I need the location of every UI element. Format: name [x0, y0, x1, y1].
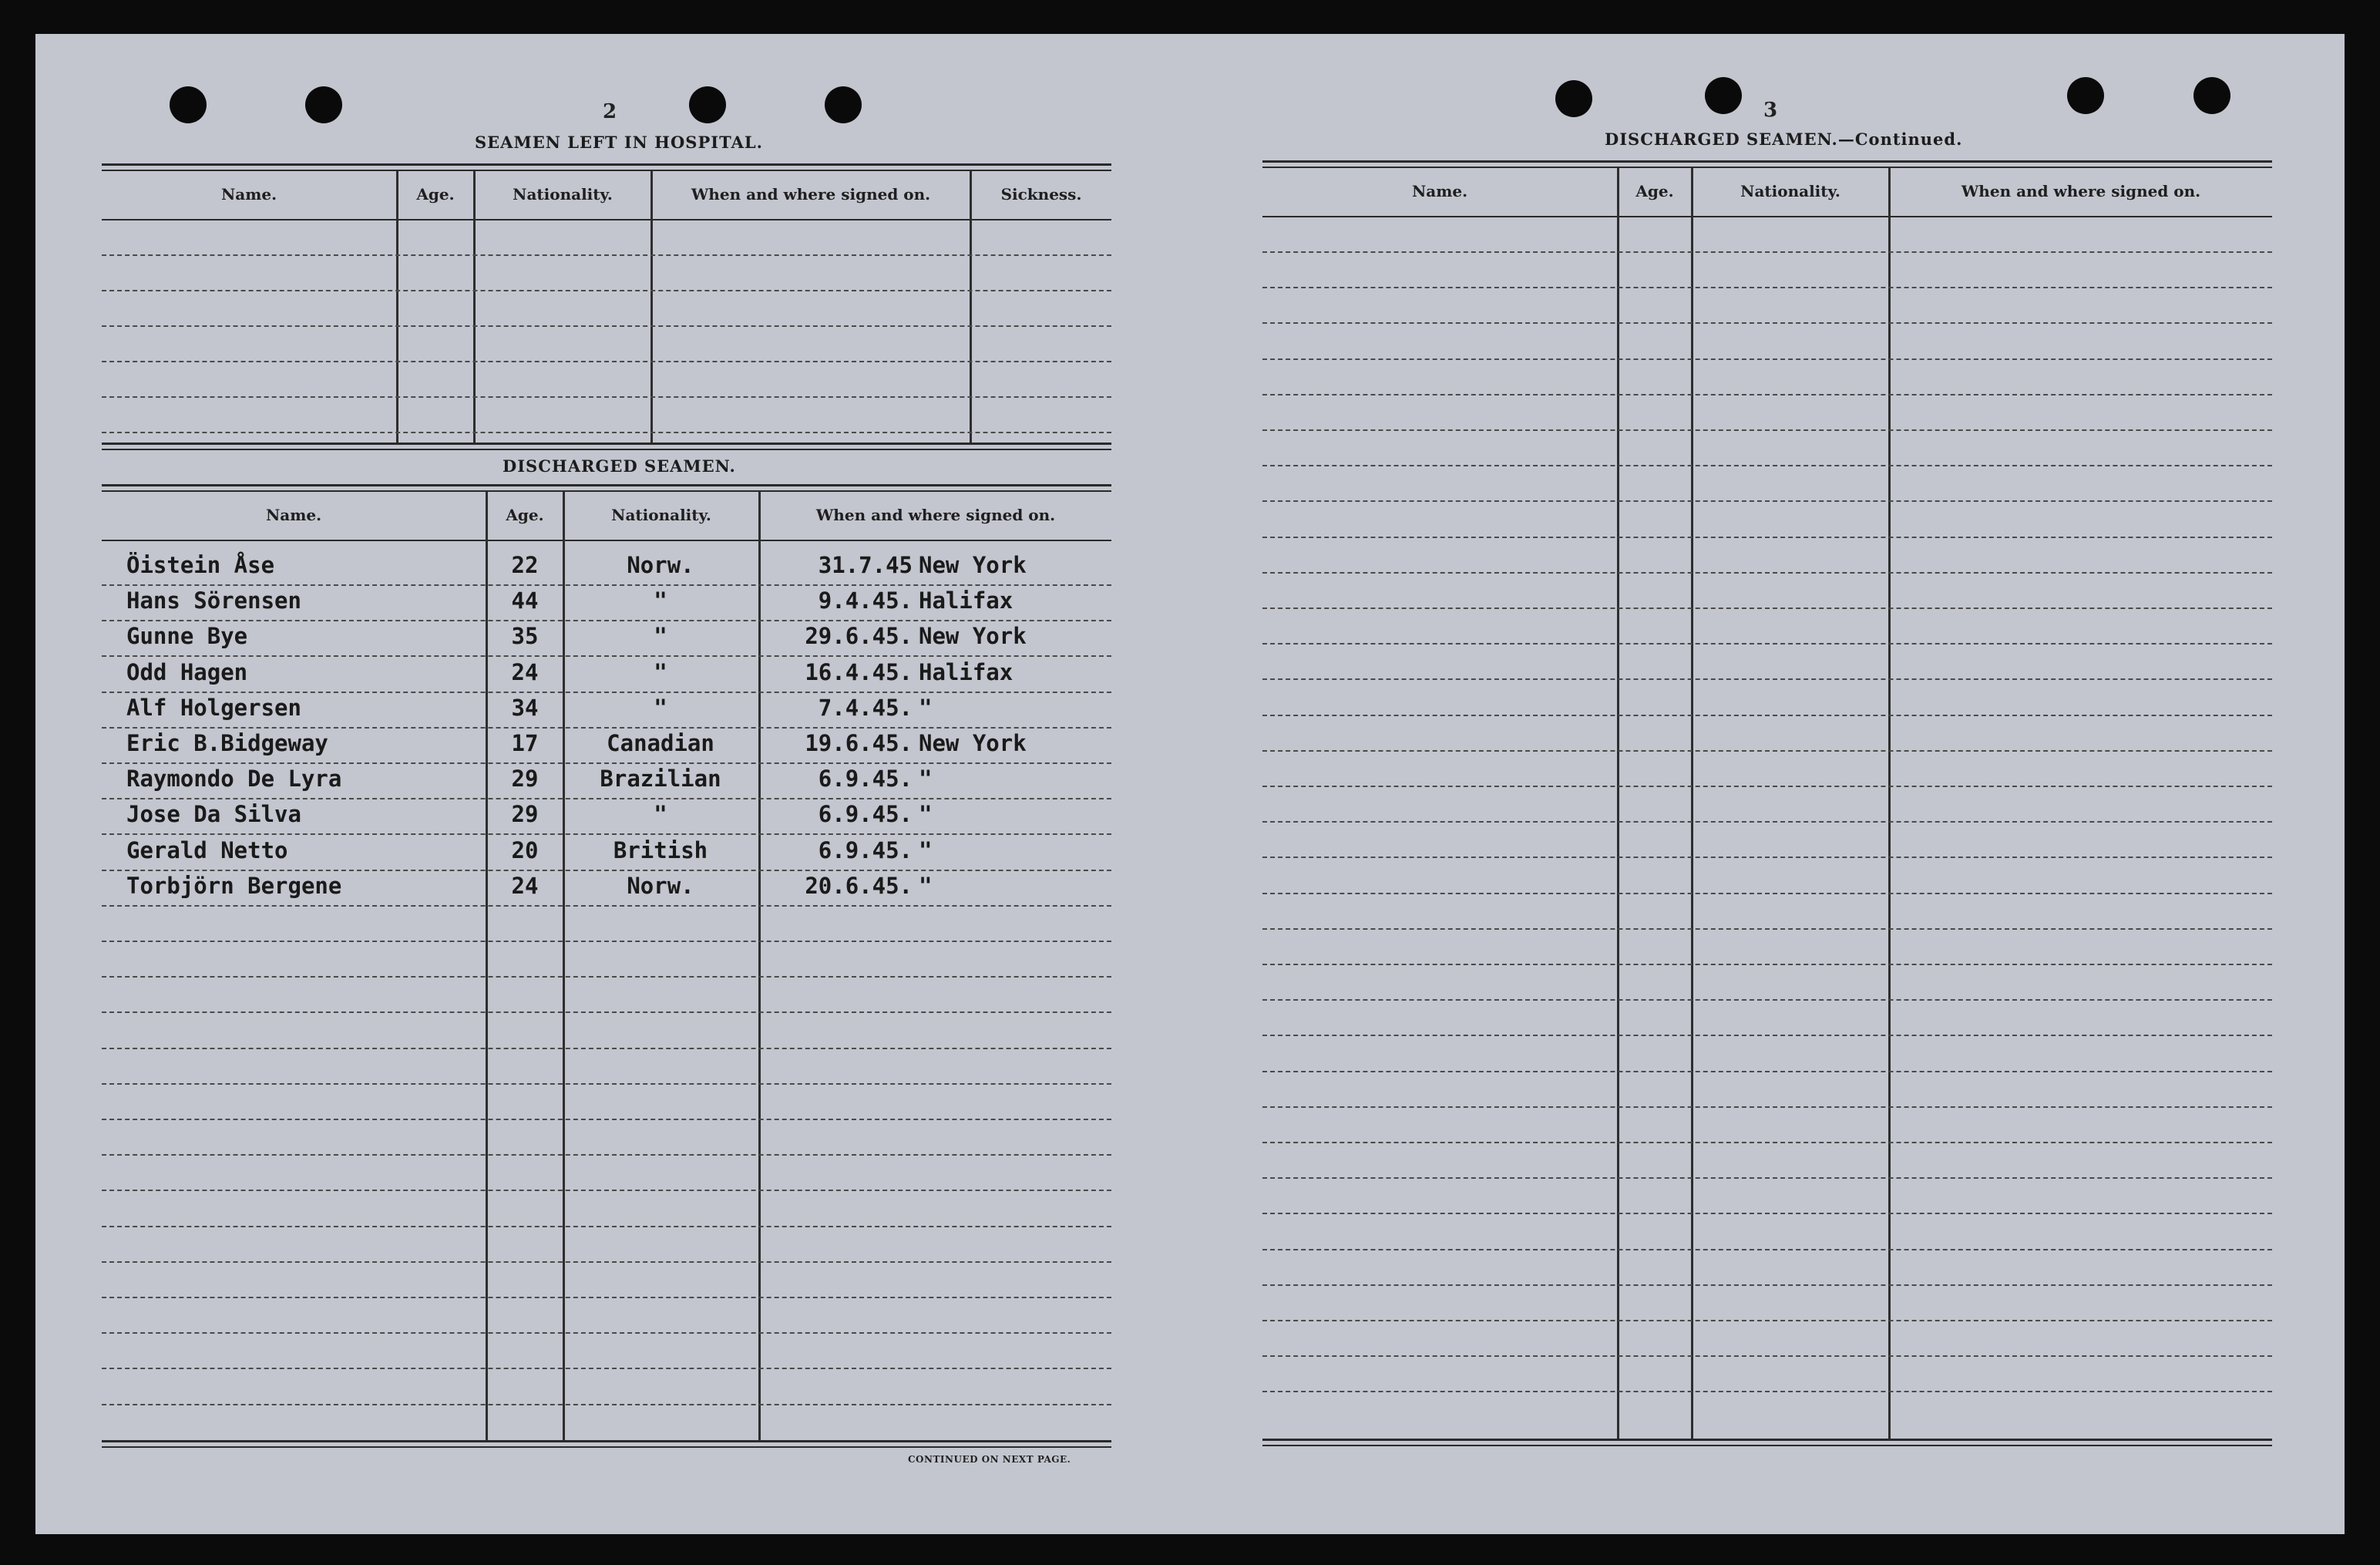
seaman-nationality: Brazilian: [600, 766, 721, 793]
signed-on-date: 16.4.45.: [805, 658, 913, 685]
seaman-name: Raymondo De Lyra: [126, 766, 342, 793]
seaman-name: Öistein Åse: [126, 552, 275, 578]
ruled-line: [102, 1297, 1111, 1298]
ruled-line: [1262, 715, 2272, 716]
signed-on-date: 29.6.45.: [805, 623, 913, 650]
seaman-age: 35: [511, 623, 539, 650]
signed-on-date: 9.4.45.: [818, 587, 913, 614]
ruled-line: [102, 1261, 1111, 1263]
signed-on-place: Halifax: [919, 658, 1014, 685]
continued-footer: CONTINUED ON NEXT PAGE.: [908, 1454, 1071, 1465]
punch-hole: [2067, 77, 2104, 114]
ruled-line: [1262, 857, 2272, 858]
seaman-age: 24: [511, 872, 539, 899]
discharged-section-title: DISCHARGED SEAMEN.: [503, 456, 736, 476]
right-header-name: Name.: [1411, 182, 1468, 200]
seaman-nationality: British: [613, 836, 708, 863]
hospital-top-rule: [102, 163, 1111, 166]
ruled-line: [1262, 500, 2272, 502]
signed-on-place: ": [919, 766, 933, 793]
ruled-line: [1262, 607, 2272, 609]
ruled-line: [102, 1011, 1111, 1013]
seaman-name: Hans Sörensen: [126, 587, 301, 614]
seaman-age: 44: [511, 587, 539, 614]
seaman-nationality: Norw.: [627, 552, 694, 578]
signed-on-place: Halifax: [919, 587, 1014, 614]
ruled-line: [1262, 1106, 2272, 1108]
ruled-line: [1262, 1284, 2272, 1286]
ruled-line: [1262, 999, 2272, 1001]
hospital-section-title: SEAMEN LEFT IN HOSPITAL.: [475, 133, 763, 152]
punch-hole: [2193, 77, 2230, 114]
ruled-line: [102, 976, 1111, 978]
punch-hole: [170, 86, 207, 123]
ruled-line: [1262, 465, 2272, 466]
ruled-line: [1262, 1355, 2272, 1357]
page-number-left: 2: [603, 100, 617, 123]
signed-on-place: ": [919, 836, 933, 863]
ruled-line: [1262, 322, 2272, 324]
ruled-line: [102, 584, 1111, 586]
signed-on-place: New York: [919, 623, 1027, 650]
seaman-age: 24: [511, 658, 539, 685]
seaman-age: 29: [511, 766, 539, 793]
signed-on-date: 6.9.45.: [818, 801, 913, 828]
hospital-header-age: Age.: [416, 185, 455, 204]
ruled-line: [102, 1226, 1111, 1227]
seaman-age: 17: [511, 730, 539, 756]
seaman-name: Eric B.Bidgeway: [126, 730, 328, 756]
right-header-nationality: Nationality.: [1740, 182, 1840, 200]
signed-on-date: 20.6.45.: [805, 872, 913, 899]
seaman-name: Alf Holgersen: [126, 694, 301, 721]
signed-on-place: New York: [919, 552, 1027, 578]
ruled-line: [1262, 1177, 2272, 1179]
ruled-line: [1262, 1320, 2272, 1321]
ruled-line: [102, 870, 1111, 871]
seaman-name: Torbjörn Bergene: [126, 872, 342, 899]
ruled-line: [1262, 251, 2272, 253]
punch-hole: [689, 86, 726, 123]
ruled-line: [102, 798, 1111, 799]
signed-on-date: 19.6.45.: [805, 730, 913, 756]
ruled-line: [1262, 964, 2272, 965]
ruled-line: [1262, 394, 2272, 395]
ruled-line: [1262, 1213, 2272, 1214]
ruled-line: [1262, 786, 2272, 787]
seaman-nationality: ": [654, 694, 667, 721]
ruled-line: [1262, 1249, 2272, 1250]
ruled-line: [1262, 572, 2272, 574]
ruled-line: [1262, 1391, 2272, 1392]
discharged-header-name: Name.: [265, 506, 322, 524]
ruled-line: [1262, 287, 2272, 288]
ruled-line: [102, 762, 1111, 764]
ruled-line: [1262, 928, 2272, 930]
seaman-nationality: ": [654, 623, 667, 650]
ruled-line: [102, 941, 1111, 942]
signed-on-place: ": [919, 872, 933, 899]
seaman-nationality: Canadian: [607, 730, 714, 756]
discharged-header-signed-on: When and where signed on.: [815, 506, 1056, 524]
hospital-header-nationality: Nationality.: [513, 185, 613, 204]
ruled-line: [1262, 643, 2272, 645]
ruled-line: [102, 727, 1111, 729]
punch-hole: [1705, 77, 1742, 114]
ruled-line: [1262, 1035, 2272, 1036]
continued-section-title: DISCHARGED SEAMEN.—Continued.: [1605, 130, 1963, 149]
seaman-age: 34: [511, 694, 539, 721]
signed-on-date: 6.9.45.: [818, 836, 913, 863]
ruled-line: [102, 1368, 1111, 1369]
ruled-line: [102, 655, 1111, 657]
ruled-line: [102, 1404, 1111, 1405]
signed-on-place: ": [919, 801, 933, 828]
crew-list-sheet: [35, 34, 2345, 1534]
seaman-age: 22: [511, 552, 539, 578]
hospital-header-signed-on: When and where signed on.: [691, 185, 931, 204]
ruled-line: [102, 833, 1111, 835]
ruled-line: [1262, 678, 2272, 680]
right-header-age: Age.: [1635, 182, 1674, 200]
punch-hole: [305, 86, 342, 123]
discharged-header-age: Age.: [506, 506, 544, 524]
ruled-line: [102, 620, 1111, 621]
ruled-line: [1262, 429, 2272, 431]
ruled-line: [1262, 750, 2272, 752]
ruled-line: [102, 905, 1111, 907]
ruled-line: [102, 1083, 1111, 1085]
signed-on-place: New York: [919, 730, 1027, 756]
seaman-nationality: ": [654, 658, 667, 685]
punch-hole: [1555, 80, 1592, 117]
ruled-line: [102, 1154, 1111, 1156]
ruled-line: [102, 1190, 1111, 1191]
seaman-nationality: ": [654, 801, 667, 828]
discharged-header-nationality: Nationality.: [611, 506, 711, 524]
ruled-line: [102, 1119, 1111, 1120]
ruled-line: [1262, 1071, 2272, 1072]
page-number-right: 3: [1763, 99, 1778, 122]
seaman-age: 29: [511, 801, 539, 828]
ruled-line: [1262, 821, 2272, 823]
ruled-line: [102, 1332, 1111, 1334]
seaman-name: Odd Hagen: [126, 658, 248, 685]
seaman-nationality: Norw.: [627, 872, 694, 899]
signed-on-date: 31.7.45: [818, 552, 913, 578]
signed-on-date: 6.9.45.: [818, 766, 913, 793]
seaman-name: Gerald Netto: [126, 836, 288, 863]
ruled-line: [1262, 537, 2272, 538]
ruled-line: [1262, 893, 2272, 894]
ruled-line: [1262, 1142, 2272, 1143]
right-header-signed-on: When and where signed on.: [1961, 182, 2201, 200]
hospital-header-name: Name.: [220, 185, 277, 204]
seaman-name: Jose Da Silva: [126, 801, 301, 828]
seaman-name: Gunne Bye: [126, 623, 248, 650]
signed-on-place: ": [919, 694, 933, 721]
signed-on-date: 7.4.45.: [818, 694, 913, 721]
ruled-line: [102, 1048, 1111, 1049]
seaman-nationality: ": [654, 587, 667, 614]
seaman-age: 20: [511, 836, 539, 863]
punch-hole: [825, 86, 862, 123]
hospital-header-sickness: Sickness.: [1000, 185, 1082, 204]
ruled-line: [102, 692, 1111, 693]
ruled-line: [1262, 358, 2272, 360]
